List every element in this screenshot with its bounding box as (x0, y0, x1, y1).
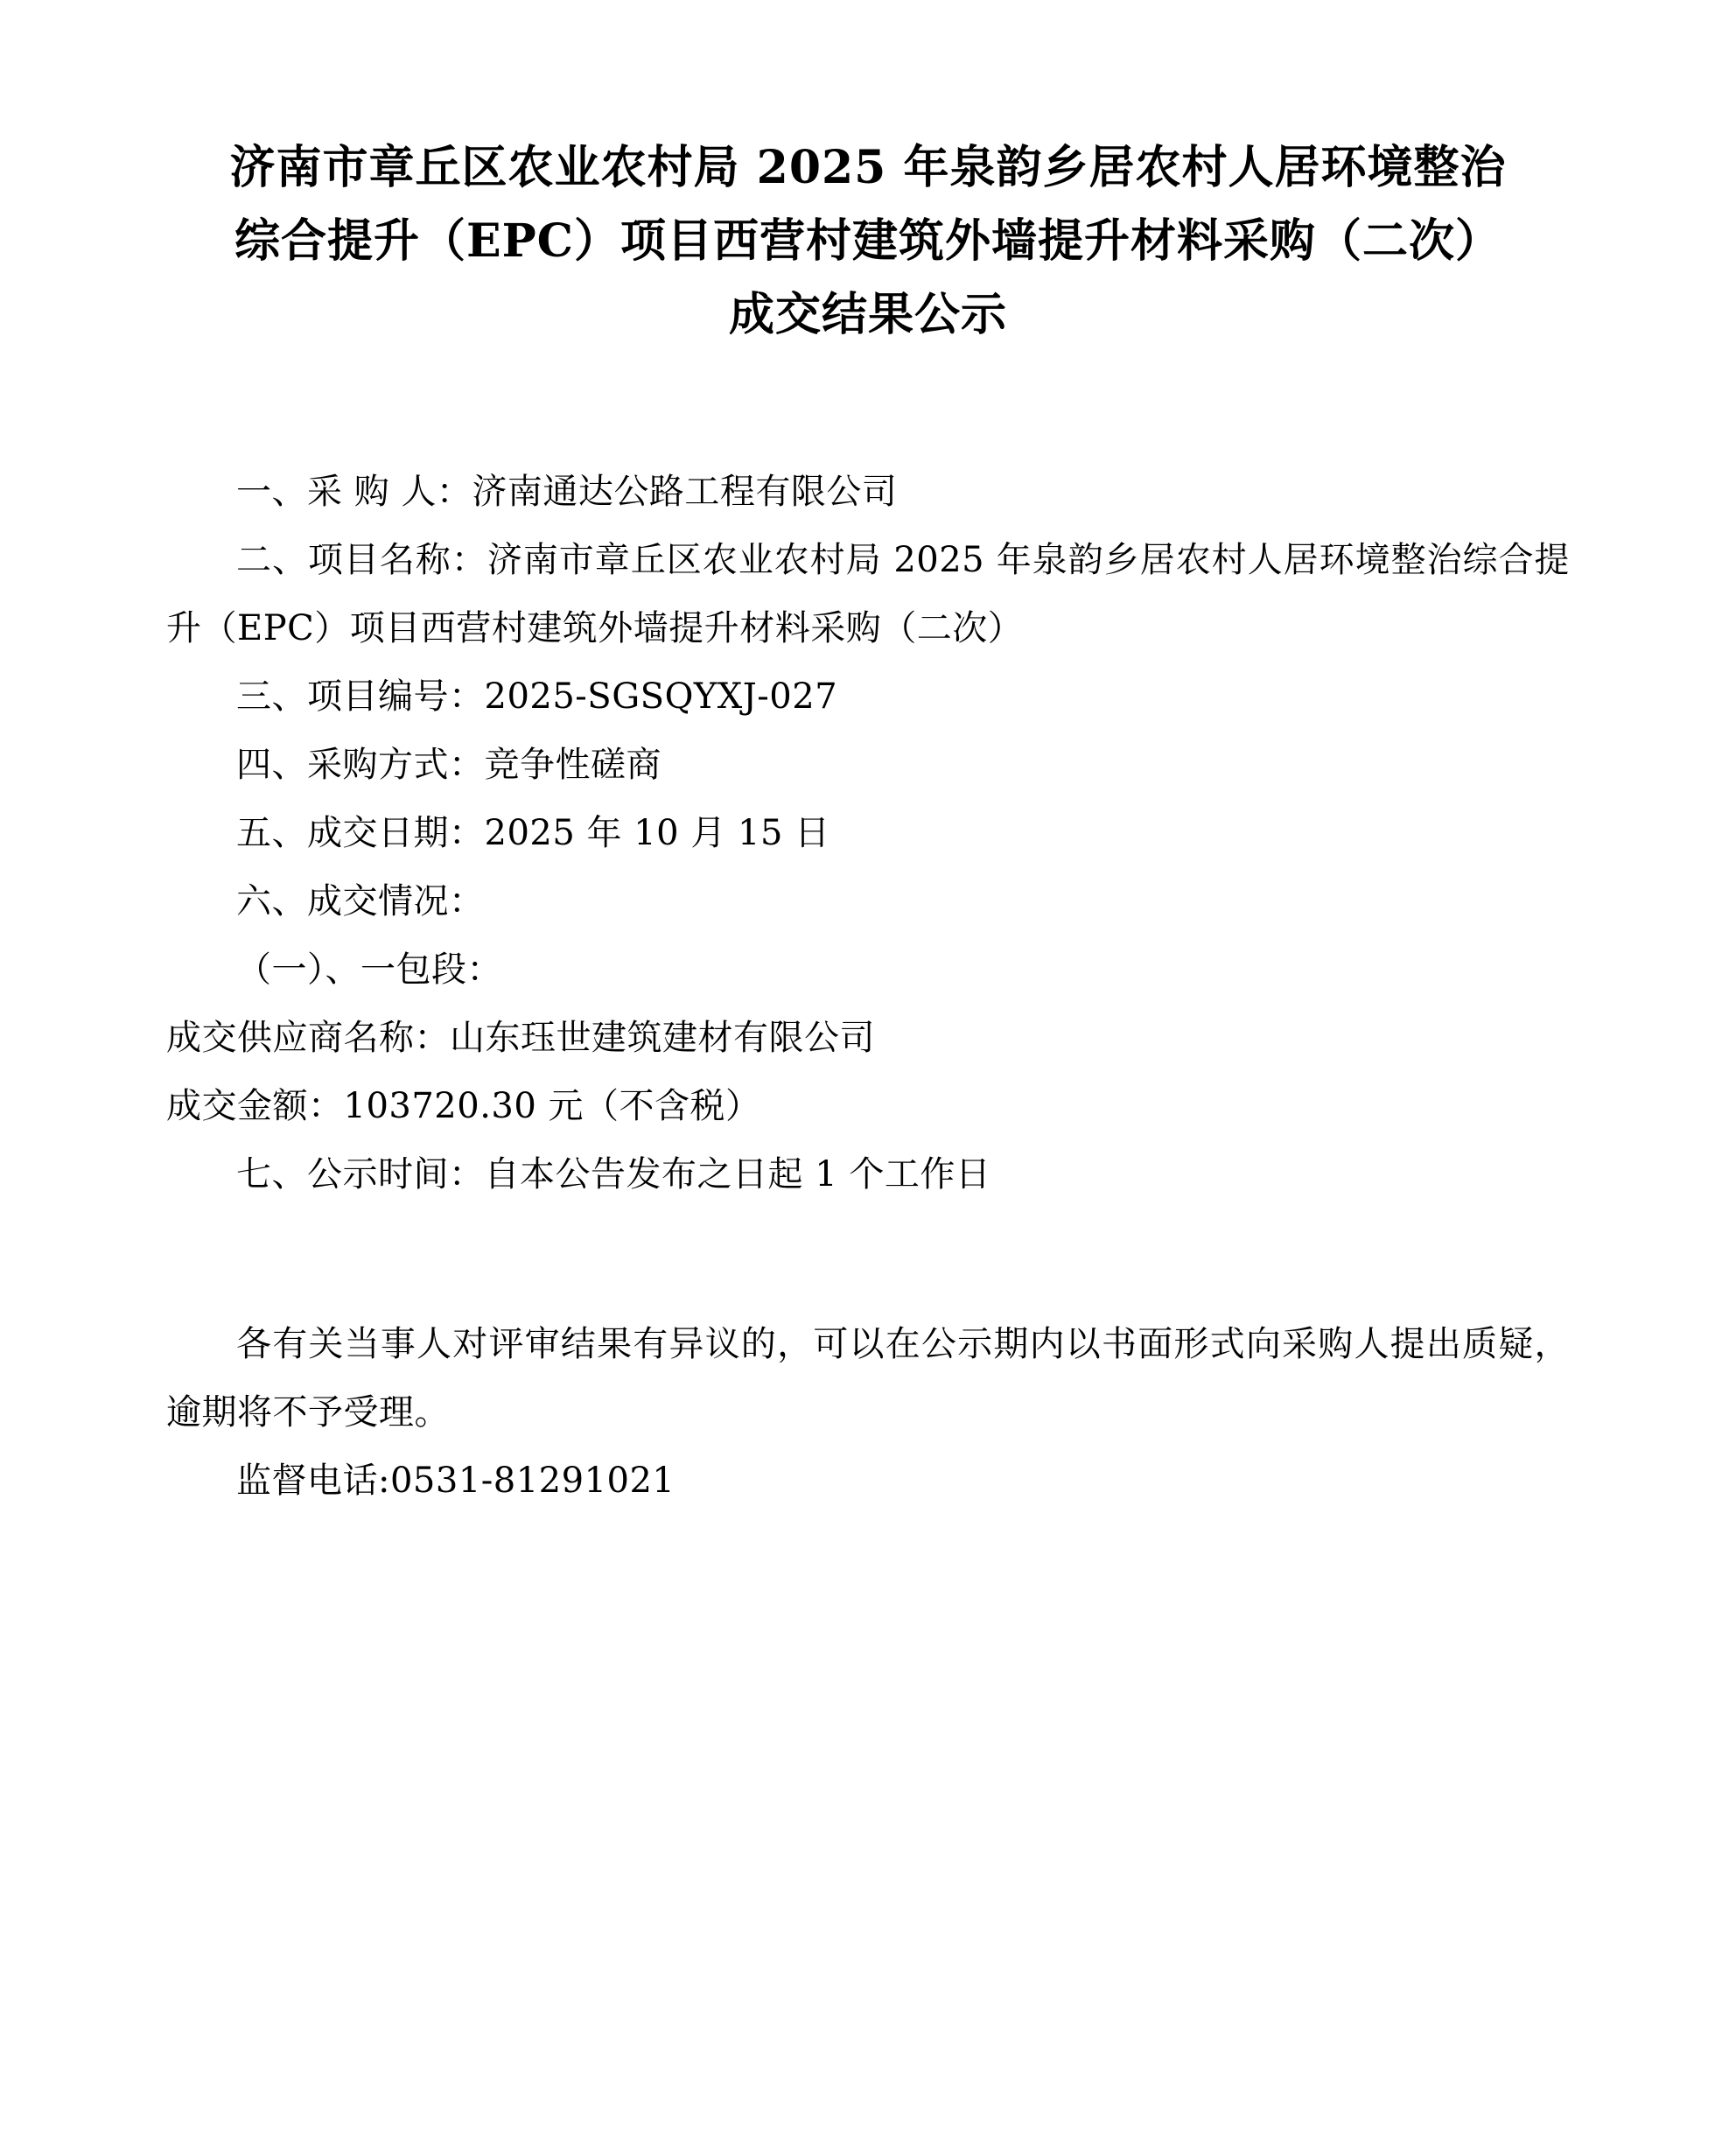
supervision-phone: 监督电话:0531-81291021 (236, 1460, 676, 1501)
item-award-date: 五、成交日期：2025 年 10 月 15 日 (236, 812, 830, 853)
objection-notice: 各有关当事人对评审结果有异议的，可以在公示期内以书面形式向采购人提出质疑，逾期将不予受理。 (166, 1323, 1570, 1433)
item-award-result-heading: 六、成交情况： (236, 880, 485, 921)
item-project-name: 二、项目名称：济南市章丘区农业农村局 2025 年泉韵乡居农村人居环境整治综合提升（EPC）项目西营村建筑外墙提升材料采购（二次） (166, 539, 1570, 648)
item-purchaser: 一、采 购 人：济南通达公路工程有限公司 (236, 471, 898, 512)
document-footer (166, 1310, 1570, 1515)
page-title-line-1: 济南市章丘区农业农村局 2025 年泉韵乡居农村人居环境整治 (229, 141, 1507, 194)
page-title-line-2: 综合提升（EPC）项目西营村建筑外墙提升材料采购（二次） (234, 214, 1502, 269)
page-title-line-3: 成交结果公示 (728, 288, 1007, 342)
item-lot-one: （一）、一包段： (236, 949, 502, 990)
section-spacer (166, 1209, 1570, 1284)
item-procurement-method: 四、采购方式：竞争性磋商 (236, 744, 662, 785)
item-project-number: 三、项目编号：2025-SGSQYXJ-027 (236, 676, 838, 717)
lot-supplier-name: 成交供应商名称：山东珏世建筑建材有限公司 (166, 1017, 875, 1058)
item-publicity-period: 七、公示时间：自本公告发布之日起 1 个工作日 (236, 1153, 991, 1195)
page-title (166, 131, 1570, 353)
lot-award-amount: 成交金额：103720.30 元（不含税） (166, 1085, 761, 1126)
document-body (166, 458, 1570, 1515)
